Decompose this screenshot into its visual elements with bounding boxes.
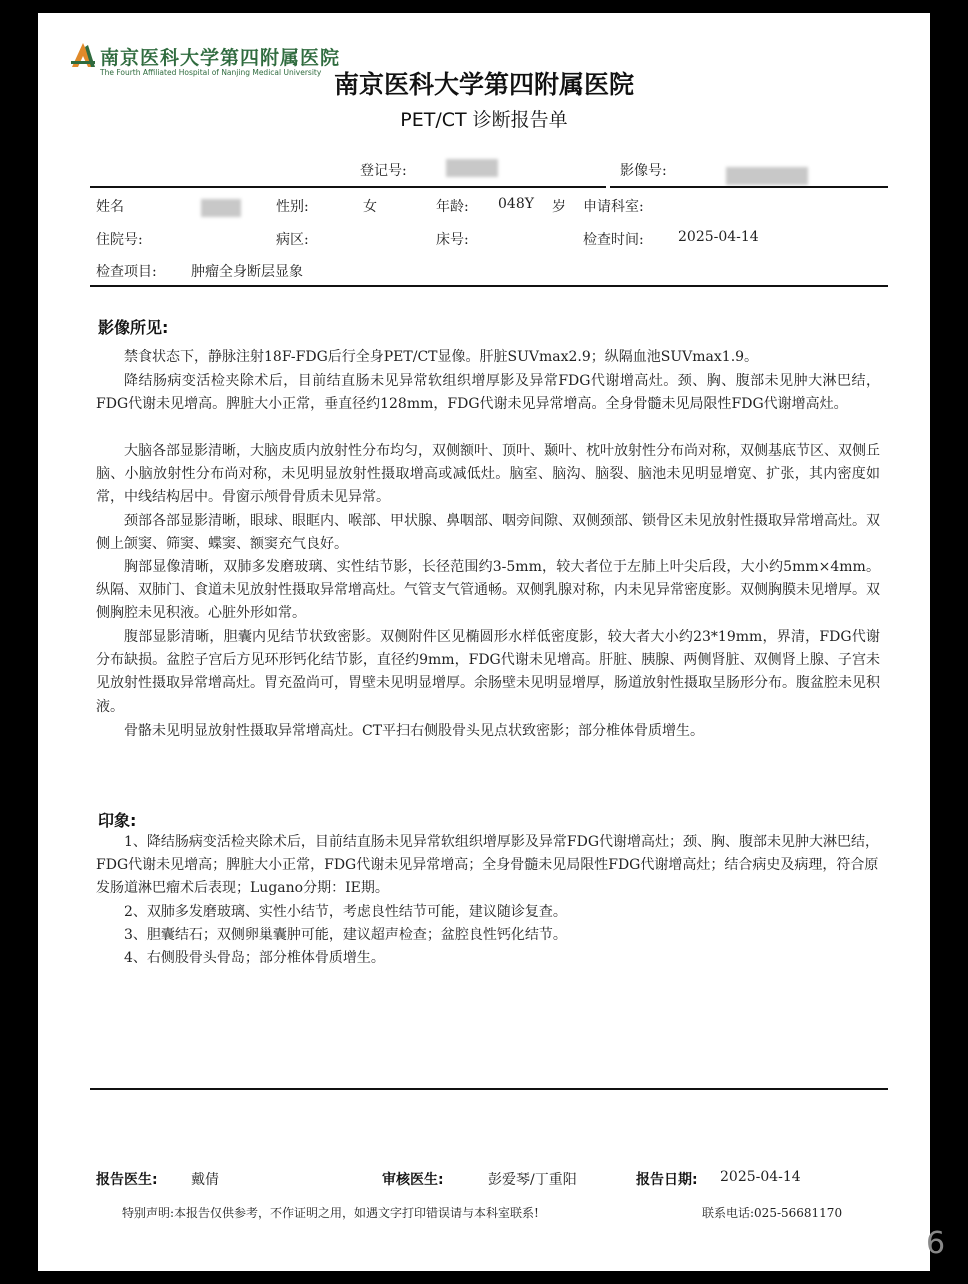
report-doctor-value: 戴倩 [191,1172,219,1188]
divider-line-left [90,186,606,188]
exam-item-value: 肿瘤全身断层显象 [191,264,303,280]
findings-paragraph: 大脑各部显影清晰，大脑皮质内放射性分布均匀，双侧额叶、顶叶、颞叶、枕叶放射性分布尚对称，双侧基底节区、双侧丘脑、小脑放射性分布尚对称，未见明显放射性摄取增高或减低灶。脑室、脑沟、脑裂、脑池未见明显增宽、扩张，其内密度如常，中线结构居中。骨窗示颅骨骨质未见异常。 [96,443,880,506]
report-date-value: 2025-04-14 [720,1169,801,1185]
age-unit: 岁 [552,199,566,215]
findings-paragraph: 降结肠病变活检夹除术后，目前结直肠未见异常软组织增厚影及异常FDG代谢增高灶。颈、胸、腹部未见肿大淋巴结，FDG代谢未见增高。脾脏大小正常，垂直径约128mm，FDG代谢未见异常增高。全身骨髓未见局限性FDG代谢增高灶。 [96,373,880,413]
name-label: 姓名 [96,199,124,215]
gender-label: 性别: [276,199,309,215]
divider-line-right [610,186,888,188]
exam-item-label: 检查项目: [96,264,157,280]
impression-heading: 印象: [98,811,137,830]
department-label: 申请科室: [583,199,644,215]
report-sheet [38,13,930,1271]
contact-phone: 联系电话:025-56681170 [702,1206,843,1220]
logo-chinese-name: 南京医科大学第四附属医院 [100,47,341,69]
age-label: 年龄: [436,199,469,215]
findings-paragraph: 颈部各部显影清晰，眼球、眼眶内、喉部、甲状腺、鼻咽部、咽旁间隙、双侧颈部、锁骨区未见放射性摄取异常增高灶。双侧上颌窦、筛窦、蝶窦、额窦充气良好。 [96,513,880,553]
inpatient-number-label: 住院号: [96,232,143,248]
registration-number-redacted [446,159,498,177]
impression-item: 2、双肺多发磨玻璃、实性小结节，考虑良性结节可能，建议随诊复查。 [124,904,567,920]
impression-item: 4、右侧股骨头骨岛；部分椎体骨质增生。 [124,950,385,966]
ward-label: 病区: [276,232,309,248]
impression-item: 1、降结肠病变活检夹除术后，目前结直肠未见异常软组织增厚影及异常FDG代谢增高灶；颈、胸、腹部未见肿大淋巴结，FDG代谢未见增高；脾脏大小正常，FDG代谢未见异常增高；全身骨髓未见局限性FDG代谢增高灶；结合病史及病理，符合原发肠道淋巴瘤术后表现；Lugano分期：IE期。 [96,834,880,897]
exam-time-label: 检查时间: [583,232,644,248]
report-subtitle: PET/CT 诊断报告单 [400,109,568,131]
age-value: 048Y [498,196,534,212]
gender-value: 女 [363,199,377,215]
report-doctor-label: 报告医生: [96,1172,158,1188]
impression-item: 3、胆囊结石；双侧卵巢囊肿可能，建议超声检查；盆腔良性钙化结节。 [124,927,567,943]
patient-info-divider [90,285,888,287]
findings-paragraph: 禁食状态下，静脉注射18F-FDG后行全身PET/CT显像。肝脏SUVmax2.9；纵隔血池SUVmax1.9。 [124,349,759,365]
bed-label: 床号: [436,232,469,248]
logo-english-name: The Fourth Affiliated Hospital of Nanjing Medical University [100,68,322,77]
edge-page-number: 6 [926,1226,946,1261]
image-number-label: 影像号: [620,163,667,179]
name-redacted [201,199,241,217]
exam-time-value: 2025-04-14 [678,229,759,245]
page-title: 南京医科大学第四附属医院 [333,70,634,99]
findings-paragraph: 腹部显影清晰，胆囊内见结节状致密影。双侧附件区见椭圆形水样低密度影，较大者大小约23*19mm，界清，FDG代谢分布缺损。盆腔子宫后方见环形钙化结节影，直径约9mm，FDG代谢未见增高。肝脏、胰腺、两侧肾脏、双侧肾上腺、子宫未见放射性摄取异常增高灶。胃充盈尚可，胃壁未见明显增厚。余肠壁未见明显增厚，肠道放射性摄取呈肠形分布。腹盆腔未见积液。 [96,629,880,715]
reviewer-value: 彭爱琴/丁重阳 [488,1172,577,1188]
report-date-label: 报告日期: [636,1172,698,1188]
findings-paragraph: 骨骼未见明显放射性摄取异常增高灶。CT平扫右侧股骨头见点状致密影；部分椎体骨质增生。 [124,723,705,739]
registration-number-label: 登记号: [360,163,407,179]
disclaimer-text: 特别声明:本报告仅供参考，不作证明之用，如遇文字打印错误请与本科室联系! [122,1206,539,1220]
footer-divider [90,1088,888,1090]
findings-heading: 影像所见: [98,318,169,337]
findings-paragraph: 胸部显像清晰，双肺多发磨玻璃、实性结节影，长径范围约3-5mm，较大者位于左肺上叶尖后段，大小约5mm×4mm。纵隔、双肺门、食道未见放射性摄取异常增高灶。气管支气管通畅。双侧乳腺对称，内未见异常密度影。双侧胸膜未见增厚。双侧胸腔未见积液。心脏外形如常。 [96,559,880,622]
image-number-redacted [726,167,808,185]
reviewer-label: 审核医生: [382,1172,444,1188]
